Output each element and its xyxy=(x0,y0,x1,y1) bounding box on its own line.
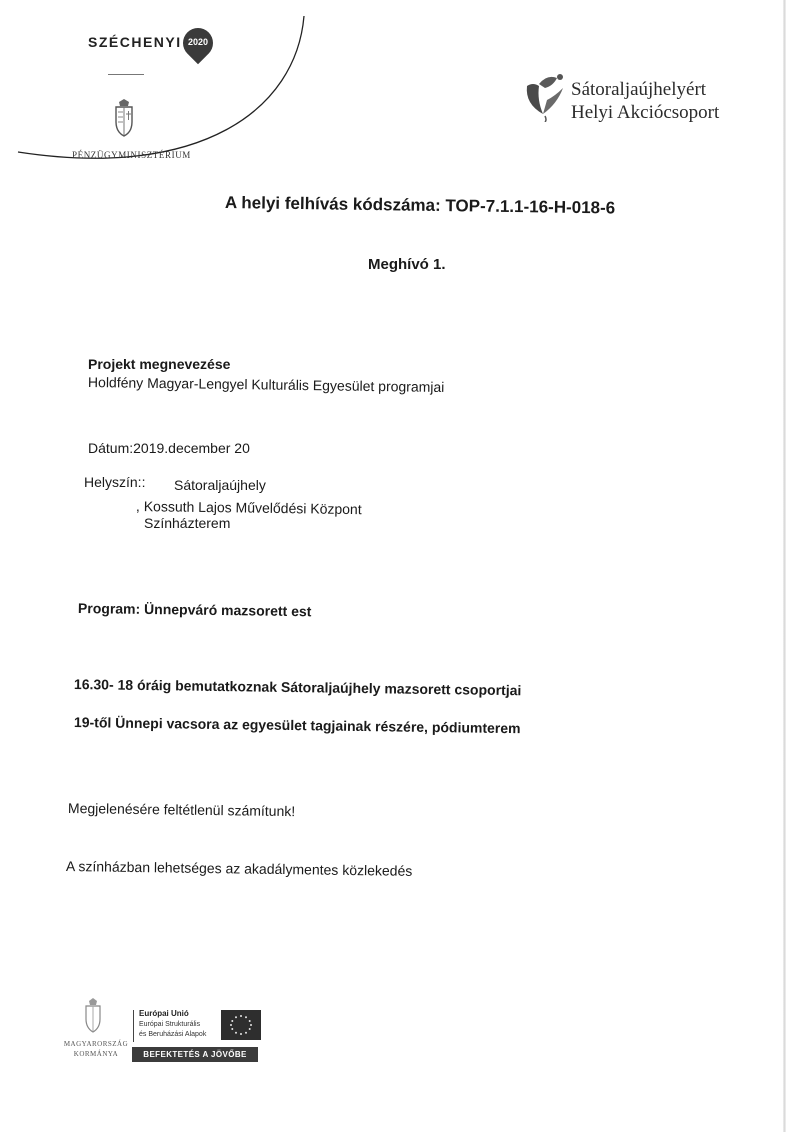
venue-label: Helyszín:: xyxy=(84,474,146,490)
government-label-line1: MAGYARORSZÁG xyxy=(63,1040,129,1048)
eu-flag-icon xyxy=(221,1010,261,1040)
government-label-line2: KORMÁNYA xyxy=(73,1050,119,1058)
hacs-leaf-logo-icon xyxy=(523,70,569,122)
date-line: Dátum:2019.december 20 xyxy=(88,440,250,456)
hacs-name xyxy=(571,78,719,124)
venue-building: , Kossuth Lajos Művelődési Központ xyxy=(135,498,362,518)
venue-room: Színházterem xyxy=(144,515,231,531)
szechenyi-year: 2020 xyxy=(187,37,209,47)
footer-divider xyxy=(133,1010,134,1042)
hacs-name-line1: Sátoraljaújhelyért xyxy=(571,79,707,100)
page-edge xyxy=(783,0,786,1132)
eu-line-2: és Beruházási Alapok xyxy=(139,1031,207,1038)
closing-line-2: A színházban lehetséges az akadálymentes közlekedés xyxy=(65,858,413,879)
venue-city: Sátoraljaújhely xyxy=(174,477,266,493)
invite-title: Meghívó 1. xyxy=(368,256,446,273)
government-label xyxy=(58,1039,134,1059)
szechenyi-logo-text: SZÉCHENYI xyxy=(88,34,182,50)
header-arc xyxy=(0,0,320,190)
logo-divider xyxy=(108,74,144,75)
closing-line-1: Megjelenésére feltétlenül számítunk! xyxy=(67,800,296,820)
project-name: Holdfény Magyar-Lengyel Kulturális Egyesület programjai xyxy=(87,374,445,395)
eu-line-1: Európai Strukturális xyxy=(139,1021,201,1028)
ministry-label: PÉNZÜGYMINISZTÉRIUM xyxy=(72,150,191,160)
investing-in-future-banner: BEFEKTETÉS A JÖVŐBE xyxy=(132,1047,258,1062)
schedule-item-1: 16.30- 18 óráig bemutatkoznak Sátoraljaújhely mazsorett csoportjai xyxy=(73,676,522,699)
program-line: Program: Ünnepváró mazsorett est xyxy=(77,600,312,620)
hungarian-coat-of-arms-icon xyxy=(113,98,135,138)
eu-title: Európai Unió xyxy=(139,1009,189,1018)
hacs-name-line2: Helyi Akciócsoport xyxy=(571,102,720,123)
project-label: Projekt megnevezése xyxy=(88,356,231,372)
call-code-heading: A helyi felhívás kódszáma: TOP-7.1.1-16-H-018-6 xyxy=(224,193,616,218)
schedule-item-2: 19-től Ünnepi vacsora az egyesület tagjainak részére, pódiumterem xyxy=(73,714,521,737)
government-coat-of-arms-icon xyxy=(84,998,102,1034)
